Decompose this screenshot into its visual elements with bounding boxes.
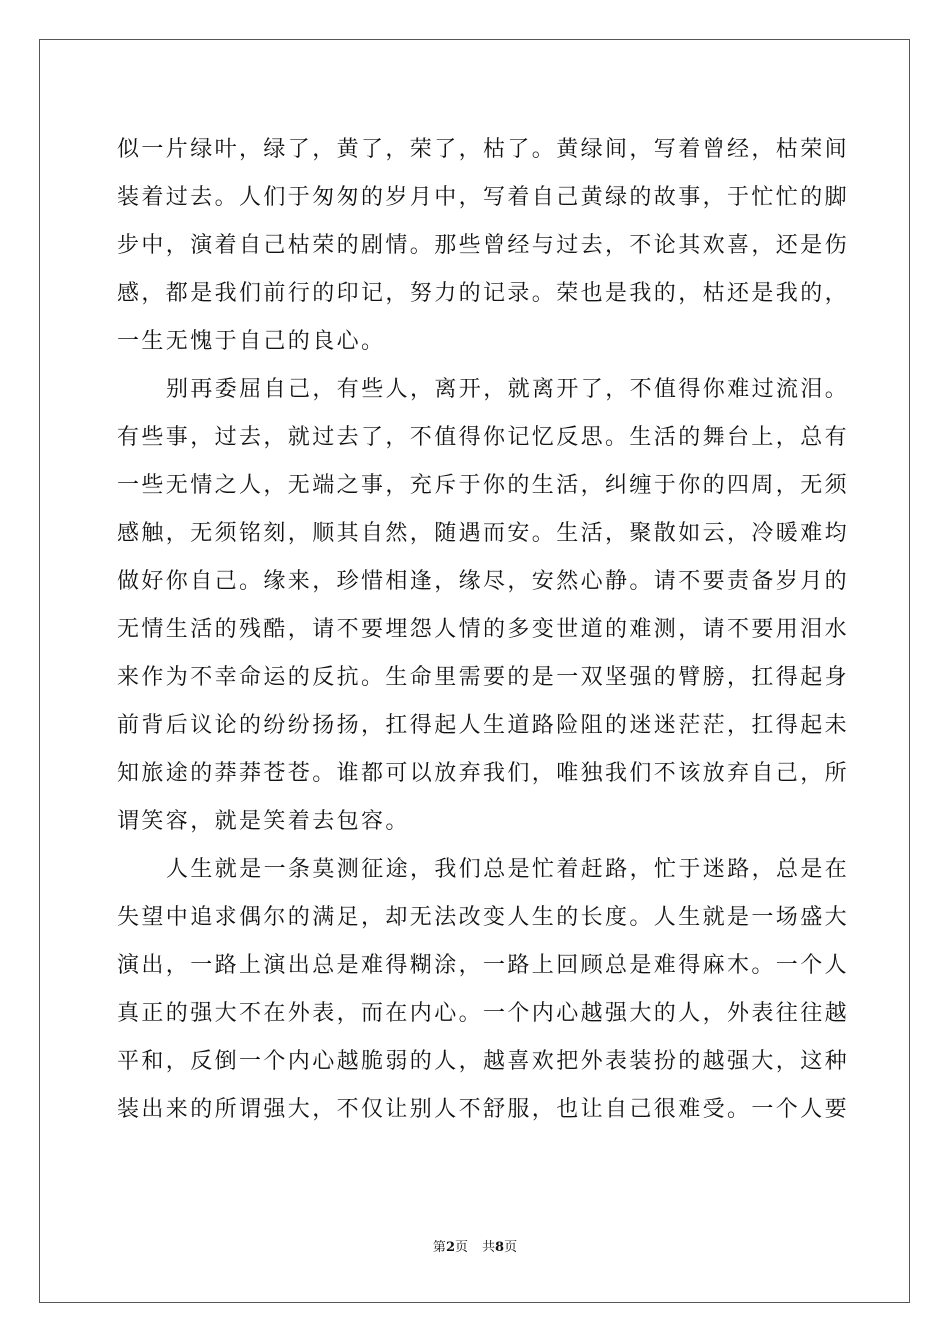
text-line: 失望中追求偶尔的满足，却无法改变人生的长度。人生就是一场盛大 xyxy=(117,905,850,930)
page-prefix: 第 xyxy=(432,1240,446,1255)
text-line: 无情生活的残酷，请不要埋怨人情的多变世道的难测，请不要用泪水 xyxy=(117,617,850,642)
text-line: 步中，演着自己枯荣的剧情。那些曾经与过去，不论其欢喜，还是伤 xyxy=(117,233,850,258)
page-footer xyxy=(0,1236,950,1255)
text-line: 别再委屈自己，有些人，离开，就离开了，不值得你难过流泪。 xyxy=(166,377,850,402)
text-line: 真正的强大不在外表，而在内心。一个内心越强大的人，外表往往越 xyxy=(117,1001,850,1026)
text-line: 装着过去。人们于匆匆的岁月中，写着自己黄绿的故事，于忙忙的脚 xyxy=(117,185,850,210)
text-line: 前背后议论的纷纷扬扬，扛得起人生道路险阻的迷迷茫茫，扛得起未 xyxy=(117,713,850,738)
total-prefix: 共 xyxy=(482,1240,496,1255)
document-body xyxy=(117,126,850,1134)
text-line: 演出，一路上演出总是难得糊涂，一路上回顾总是难得麻木。一个人 xyxy=(117,953,850,978)
text-line: 人生就是一条莫测征途，我们总是忙着赶路，忙于迷路，总是在 xyxy=(166,857,850,882)
total-suffix: 页 xyxy=(504,1240,518,1255)
text-line: 一生无愧于自己的良心。 xyxy=(117,329,386,354)
current-page-number: 2 xyxy=(445,1240,455,1255)
text-line: 装出来的所谓强大，不仅让别人不舒服，也让自己很难受。一个人要 xyxy=(117,1097,850,1122)
text-line: 平和，反倒一个内心越脆弱的人，越喜欢把外表装扮的越强大，这种 xyxy=(117,1049,850,1074)
text-line: 一些无情之人，无端之事，充斥于你的生活，纠缠于你的四周，无须 xyxy=(117,473,850,498)
text-line: 知旅途的莽莽苍苍。谁都可以放弃我们，唯独我们不该放弃自己，所 xyxy=(117,761,850,786)
text-line: 来作为不幸命运的反抗。生命里需要的是一双坚强的臂膀，扛得起身 xyxy=(117,665,850,690)
page-suffix: 页 xyxy=(454,1240,468,1255)
total-page-count: 8 xyxy=(495,1240,505,1255)
text-line: 感触，无须铭刻，顺其自然，随遇而安。生活，聚散如云，冷暖难均 xyxy=(117,521,850,546)
text-line: 有些事，过去，就过去了，不值得你记忆反思。生活的舞台上，总有 xyxy=(117,425,850,450)
text-line: 谓笑容，就是笑着去包容。 xyxy=(117,809,410,834)
text-line: 做好你自己。缘来，珍惜相逢，缘尽，安然心静。请不要责备岁月的 xyxy=(117,569,850,594)
text-line: 感，都是我们前行的印记，努力的记录。荣也是我的，枯还是我的， xyxy=(117,281,850,306)
text-line: 似一片绿叶，绿了，黄了，荣了，枯了。黄绿间，写着曾经，枯荣间 xyxy=(117,137,850,162)
